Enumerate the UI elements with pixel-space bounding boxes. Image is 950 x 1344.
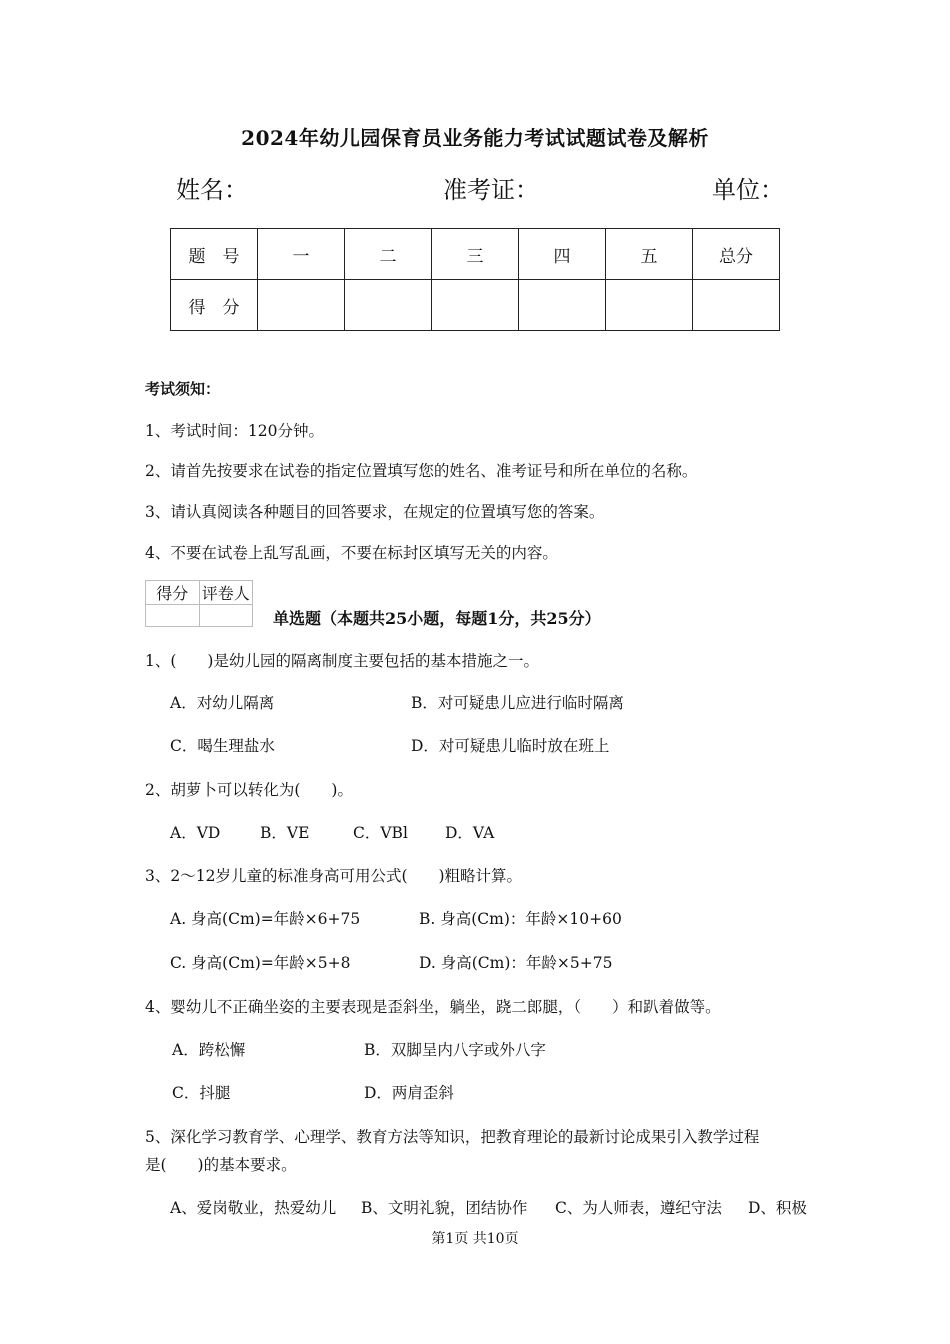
- page-title: 2024年幼儿园保育员业务能力考试试题试卷及解析: [241, 126, 709, 150]
- name-field-label: 姓名：: [176, 176, 248, 204]
- score-cell[interactable]: [519, 280, 606, 331]
- score-header-cell: 一: [258, 229, 345, 280]
- question-stem-continued: 是( )的基本要求。: [145, 1156, 297, 1174]
- option: D．两肩歪斜: [364, 1084, 454, 1102]
- score-cell[interactable]: [345, 280, 432, 331]
- option: B．VE: [260, 824, 310, 842]
- option: C、为人师表，遵纪守法: [555, 1199, 722, 1217]
- question-stem: 1、( )是幼儿园的隔离制度主要包括的基本措施之一。: [145, 652, 539, 670]
- unit-field-label: 单位：: [712, 176, 784, 204]
- notice-item: 4、不要在试卷上乱写乱画，不要在标封区填写无关的内容。: [145, 544, 558, 562]
- option: C．喝生理盐水: [170, 737, 275, 755]
- option: B．双脚呈内八字或外八字: [364, 1041, 546, 1059]
- option: D．对可疑患儿临时放在班上: [411, 737, 610, 755]
- option: B．对可疑患儿应进行临时隔离: [411, 694, 624, 712]
- option: B. 身高(Cm)：年龄×10+60: [419, 910, 622, 928]
- score-row-label: 得 分: [171, 280, 258, 331]
- grader-name-cell[interactable]: [199, 605, 253, 627]
- option: B、文明礼貌，团结协作: [361, 1199, 528, 1217]
- score-cell[interactable]: [606, 280, 693, 331]
- option: D．VA: [445, 824, 495, 842]
- notice-item: 1、考试时间：120分钟。: [145, 422, 324, 440]
- score-table-score-row: [171, 280, 780, 331]
- score-cell[interactable]: [693, 280, 780, 331]
- question-stem: 3、2～12岁儿童的标准身高可用公式( )粗略计算。: [145, 867, 523, 885]
- option: C．VBl: [353, 824, 408, 842]
- grader-score-label: 得分: [146, 581, 200, 605]
- score-header-cell: 二: [345, 229, 432, 280]
- option: D. 身高(Cm)：年龄×5+75: [419, 954, 613, 972]
- option: A．对幼儿隔离: [170, 694, 275, 712]
- score-table: [170, 228, 780, 331]
- exam-id-field-label: 准考证：: [443, 176, 539, 204]
- option: D、积极: [748, 1199, 807, 1217]
- option: A．跨松懈: [172, 1041, 246, 1059]
- option: C．抖腿: [172, 1084, 231, 1102]
- score-header-cell: 三: [432, 229, 519, 280]
- score-header-cell: 五: [606, 229, 693, 280]
- option: A．VD: [170, 824, 221, 842]
- score-cell[interactable]: [432, 280, 519, 331]
- grader-box: [145, 580, 253, 627]
- notice-heading: 考试须知：: [145, 380, 221, 398]
- notice-item: 2、请首先按要求在试卷的指定位置填写您的姓名、准考证号和所在单位的名称。: [145, 462, 698, 480]
- question-stem: 5、深化学习教育学、心理学、教育方法等知识，把教育理论的最新讨论成果引入教学过程: [145, 1128, 760, 1146]
- question-stem: 2、胡萝卜可以转化为( )。: [145, 781, 353, 799]
- question-stem: 4、婴幼儿不正确坐姿的主要表现是歪斜坐，躺坐，跷二郎腿，（ ）和趴着做等。: [145, 998, 721, 1016]
- score-header-cell: 总分: [693, 229, 780, 280]
- option: C. 身高(Cm)=年龄×5+8: [170, 954, 351, 972]
- section-title: 单选题（本题共25小题，每题1分，共25分）: [273, 609, 601, 628]
- score-header-cell: 四: [519, 229, 606, 280]
- grader-name-label: 评卷人: [199, 581, 253, 605]
- notice-item: 3、请认真阅读各种题目的回答要求，在规定的位置填写您的答案。: [145, 503, 605, 521]
- grader-score-cell[interactable]: [146, 605, 200, 627]
- option: A. 身高(Cm)=年龄×6+75: [170, 910, 361, 928]
- score-header-cell: 题 号: [171, 229, 258, 280]
- option: A、爱岗敬业，热爱幼儿: [170, 1199, 337, 1217]
- score-table-header-row: [171, 229, 780, 280]
- score-cell[interactable]: [258, 280, 345, 331]
- page-footer: 第1页 共10页: [431, 1231, 519, 1247]
